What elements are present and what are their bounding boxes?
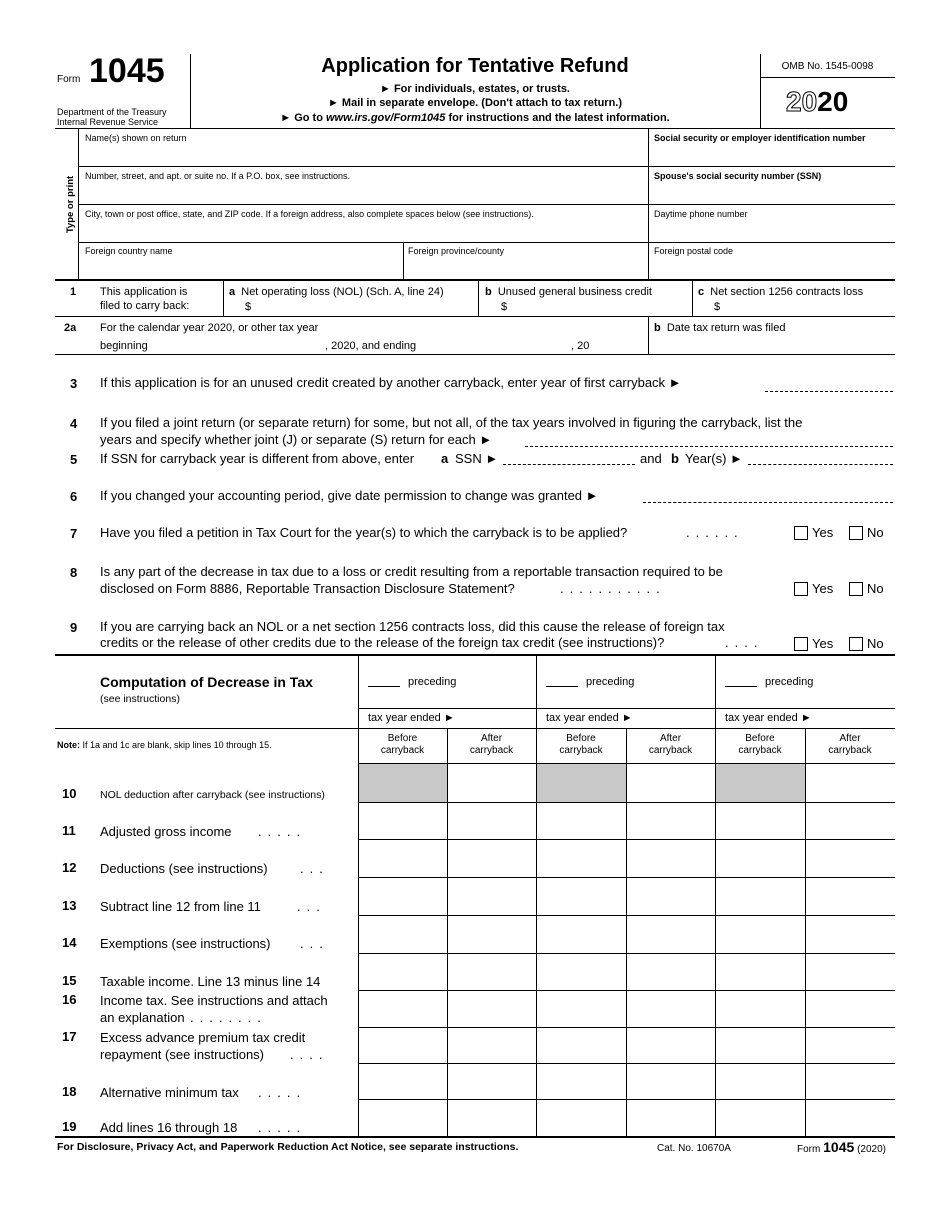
- after-carryback-label: After: [480, 733, 503, 744]
- col-rule: [403, 242, 404, 280]
- amount-cell[interactable]: [360, 955, 445, 988]
- amount-cell[interactable]: [449, 804, 534, 837]
- amount-cell[interactable]: [538, 917, 624, 951]
- row-rule: [78, 166, 895, 167]
- amount-cell[interactable]: [807, 765, 893, 800]
- line1-number: 1: [70, 286, 77, 298]
- footer-cat-number: Cat. No. 10670A: [657, 1143, 731, 1154]
- line2a-number: 2a: [64, 322, 77, 334]
- q7-yes-label: Yes: [812, 525, 834, 540]
- amount-cell[interactable]: [807, 1101, 893, 1134]
- amount-cell[interactable]: [628, 1065, 713, 1097]
- before-carryback-label: Before: [566, 733, 596, 744]
- computation-line-number: 14: [62, 935, 77, 950]
- computation-line-number: 10: [62, 786, 77, 801]
- amount-cell[interactable]: [807, 879, 893, 913]
- col-rule: [715, 654, 716, 1136]
- q4-text-line1: If you filed a joint return (or separate return) for some, but not all, of the tax years involved in figuring the carryback, list the: [100, 415, 803, 430]
- q9-number: 9: [70, 620, 78, 635]
- line1a-label: a Net operating loss (NOL) (Sch. A, line 24): [229, 286, 444, 298]
- line1b-amount-field[interactable]: [512, 298, 688, 314]
- leader-dots: .....: [258, 1120, 307, 1135]
- address-field[interactable]: [80, 184, 646, 202]
- line1a-dollar: $: [245, 301, 252, 313]
- omb-rule: [760, 77, 895, 78]
- phone-label: Daytime phone number: [654, 209, 748, 219]
- foreign-province-label: Foreign province/county: [408, 246, 505, 256]
- q5-a-letter: a: [441, 451, 449, 466]
- amount-cell[interactable]: [449, 1065, 534, 1097]
- computation-line-text: Alternative minimum tax: [100, 1085, 239, 1100]
- section-rule: [55, 279, 895, 281]
- amount-cell[interactable]: [807, 841, 893, 875]
- col-rule: [478, 281, 479, 316]
- q9-leader: ....: [725, 635, 764, 650]
- amount-cell[interactable]: [717, 992, 803, 1025]
- line2a-and-ending: , 2020, and ending: [325, 340, 417, 352]
- line1-text2: filed to carry back:: [100, 300, 190, 312]
- subtitle-2: ► Mail in separate envelope. (Don't attach to tax return.): [327, 97, 623, 109]
- col-rule: [447, 728, 448, 1136]
- line2a-comma20: , 20: [571, 340, 590, 352]
- form-number: 1045: [89, 52, 165, 90]
- line1b-dollar: $: [501, 301, 508, 313]
- q8-text-line2: disclosed on Form 8886, Reportable Transaction Disclosure Statement?: [100, 581, 515, 596]
- line2b-date-field[interactable]: [652, 336, 892, 352]
- amount-cell[interactable]: [628, 1101, 713, 1134]
- amount-cell[interactable]: [628, 1029, 713, 1061]
- amount-cell[interactable]: [628, 804, 713, 837]
- line1c-label: c Net section 1256 contracts loss: [698, 286, 864, 298]
- address-label: Number, street, and apt. or suite no. If a P.O. box, see instructions.: [85, 171, 350, 181]
- q6-number: 6: [70, 489, 78, 504]
- col-rule: [648, 316, 649, 354]
- q8-no-label: No: [867, 581, 884, 596]
- name-label: Name(s) shown on return: [85, 133, 187, 143]
- preceding-year-blank[interactable]: [546, 686, 578, 687]
- computation-line-text: Deductions (see instructions): [100, 861, 268, 876]
- tax-year-ended-label: tax year ended ►: [368, 712, 455, 724]
- preceding-label: preceding: [765, 676, 814, 688]
- dept-line1: Department of the Treasury: [57, 107, 167, 117]
- col-rule: [692, 281, 693, 316]
- amount-cell[interactable]: [717, 1029, 803, 1061]
- q9-no-checkbox[interactable]: [849, 637, 863, 651]
- row-rule: [55, 316, 895, 317]
- computation-line-text: Subtract line 12 from line 11: [100, 899, 261, 914]
- subtitle-1: ► For individuals, estates, or trusts.: [380, 83, 570, 95]
- q4-answer-line[interactable]: [525, 446, 893, 447]
- preceding-label: preceding: [586, 676, 635, 688]
- col-rule: [648, 128, 649, 280]
- amount-cell[interactable]: [807, 992, 893, 1025]
- amount-cell[interactable]: [628, 841, 713, 875]
- amount-cell[interactable]: [538, 1101, 624, 1134]
- q8-leader: ...........: [560, 581, 666, 596]
- amount-cell[interactable]: [360, 1029, 445, 1061]
- q9-yes-checkbox[interactable]: [794, 637, 808, 651]
- computation-line-number: 11: [62, 823, 76, 838]
- q5-ssn-label: SSN ►: [455, 451, 499, 466]
- amount-cell[interactable]: [538, 804, 624, 837]
- shaded-cell: [716, 764, 805, 802]
- tax-year-ended-label: tax year ended ►: [546, 712, 633, 724]
- computation-line-number: 18: [62, 1084, 77, 1099]
- line1c-amount-field[interactable]: [725, 298, 893, 314]
- computation-line-number: 15: [62, 973, 77, 988]
- header-bottom-rule: [55, 128, 895, 129]
- computation-line-number: 19: [62, 1119, 77, 1134]
- amount-cell[interactable]: [717, 955, 803, 988]
- col-rule: [223, 281, 224, 316]
- amount-cell[interactable]: [538, 841, 624, 875]
- foreign-province-field[interactable]: [405, 259, 645, 277]
- q3-text: If this application is for an unused credit created by another carryback, enter year of first carryback ►: [100, 375, 682, 390]
- preceding-year-blank[interactable]: [725, 686, 757, 687]
- computation-line-text: Excess advance premium tax credit: [100, 1030, 306, 1045]
- row-rule: [78, 242, 895, 243]
- q5-and: and: [640, 451, 662, 466]
- computation-line-text: Add lines 16 through 18: [100, 1120, 238, 1135]
- amount-cell[interactable]: [449, 1029, 534, 1061]
- phone-field[interactable]: [650, 222, 894, 240]
- carryback-label: carryback: [380, 745, 425, 756]
- preceding-year-blank[interactable]: [368, 686, 400, 687]
- q3-number: 3: [70, 376, 78, 391]
- amount-cell[interactable]: [360, 992, 445, 1025]
- line2a-end-field[interactable]: [435, 336, 565, 352]
- q5-number: 5: [70, 452, 78, 467]
- computation-line-number: 17: [62, 1029, 77, 1044]
- q7-leader: ......: [686, 525, 744, 540]
- leader-dots: ...: [297, 899, 326, 914]
- q7-yes-checkbox[interactable]: [794, 526, 808, 540]
- q7-no-label: No: [867, 525, 884, 540]
- spouse-ssn-label: Spouse's social security number (SSN): [654, 171, 822, 181]
- carryback-label: carryback: [738, 745, 782, 756]
- section-rule: [55, 654, 895, 656]
- col-rule: [805, 728, 806, 1136]
- amount-cell[interactable]: [717, 1065, 803, 1097]
- computation-title: Computation of Decrease in Tax: [100, 674, 313, 690]
- amount-cell[interactable]: [628, 917, 713, 951]
- amount-cell[interactable]: [449, 841, 534, 875]
- foreign-country-field[interactable]: [80, 259, 400, 277]
- preceding-label: preceding: [408, 676, 457, 688]
- amount-cell[interactable]: [360, 841, 445, 875]
- q9-yes-label: Yes: [812, 636, 834, 651]
- computation-line-text: Income tax. See instructions and attach: [100, 993, 328, 1008]
- carryback-label: carryback: [469, 745, 514, 756]
- q5-b-letter: b: [671, 451, 679, 466]
- amount-cell[interactable]: [717, 879, 803, 913]
- amount-cell[interactable]: [628, 955, 713, 988]
- computation-line-number: 12: [62, 860, 77, 875]
- footer-notice: For Disclosure, Privacy Act, and Paperwork Reduction Act Notice, see separate instructions.: [57, 1141, 519, 1153]
- computation-note: Note: If 1a and 1c are blank, skip lines 10 through 15.: [57, 740, 272, 750]
- before-carryback-label: Before: [745, 733, 775, 744]
- amount-cell[interactable]: [449, 955, 534, 988]
- computation-subtitle: (see instructions): [100, 693, 180, 705]
- foreign-country-label: Foreign country name: [85, 246, 173, 256]
- amount-cell[interactable]: [360, 804, 445, 837]
- leader-dots: ........: [190, 1010, 267, 1025]
- amount-cell[interactable]: [360, 1101, 445, 1134]
- line2a-begin-field[interactable]: [160, 336, 325, 352]
- q8-no-checkbox[interactable]: [849, 582, 863, 596]
- amount-cell[interactable]: [538, 1065, 624, 1097]
- header-rule: [358, 708, 895, 709]
- amount-cell[interactable]: [717, 1101, 803, 1134]
- line2b-label: b Date tax return was filed: [654, 322, 786, 334]
- amount-cell[interactable]: [807, 955, 893, 988]
- q4-number: 4: [70, 416, 78, 431]
- q4-text-line2: years and specify whether joint (J) or separate (S) return for each ►: [100, 432, 493, 447]
- amount-cell[interactable]: [628, 992, 713, 1025]
- leader-dots: .....: [258, 824, 307, 839]
- type-or-print-label: Type or print: [65, 175, 77, 234]
- col-rule: [626, 728, 627, 1136]
- footer-rule: [55, 1136, 895, 1138]
- col-rule: [358, 654, 359, 1136]
- carryback-label: carryback: [828, 745, 872, 756]
- amount-cell[interactable]: [360, 879, 445, 913]
- amount-cell[interactable]: [807, 1065, 893, 1097]
- row-rule: [55, 354, 895, 355]
- amount-cell[interactable]: [807, 917, 893, 951]
- q8-text-line1: Is any part of the decrease in tax due to a loss or credit resulting from a reportable transaction required to be: [100, 564, 723, 579]
- header-divider-left: [190, 54, 191, 128]
- leader-dots: ...: [300, 936, 329, 951]
- col-rule: [536, 654, 537, 1136]
- q7-number: 7: [70, 526, 78, 541]
- computation-line-text-2: an explanation: [100, 1010, 185, 1025]
- leader-dots: ....: [290, 1047, 329, 1062]
- amount-cell[interactable]: [717, 841, 803, 875]
- amount-cell[interactable]: [538, 1029, 624, 1061]
- line2a-beginning: beginning: [100, 340, 148, 352]
- carryback-label: carryback: [559, 745, 603, 756]
- amount-cell[interactable]: [628, 765, 713, 800]
- computation-line-text-2: repayment (see instructions): [100, 1047, 265, 1062]
- form-word: Form: [57, 74, 81, 85]
- computation-line-text: Exemptions (see instructions): [100, 936, 271, 951]
- amount-cell[interactable]: [360, 1065, 445, 1097]
- header-rule: [55, 728, 895, 729]
- line2a-text: For the calendar year 2020, or other tax year: [100, 322, 319, 334]
- computation-line-number: 16: [62, 992, 77, 1007]
- after-carryback-label: After: [839, 733, 861, 744]
- amount-cell[interactable]: [449, 1101, 534, 1134]
- q5-text: If SSN for carryback year is different from above, enter: [100, 451, 415, 466]
- q5-ssn-line[interactable]: [503, 464, 635, 465]
- computation-line-number: 13: [62, 898, 77, 913]
- line1a-amount-field[interactable]: [256, 298, 474, 314]
- name-field[interactable]: [80, 146, 646, 164]
- computation-line-text: Taxable income. Line 13 minus line 14: [100, 974, 321, 989]
- city-label: City, town or post office, state, and ZIP code. If a foreign address, also complete spaces below (see instructions).: [85, 209, 534, 219]
- amount-cell[interactable]: [717, 804, 803, 837]
- carryback-label: carryback: [648, 745, 693, 756]
- footer-form-id: Form 1045 (2020): [797, 1139, 886, 1155]
- q9-no-label: No: [867, 636, 884, 651]
- tax-year: 2020: [786, 86, 849, 117]
- line1b-label: b Unused general business credit: [485, 286, 652, 298]
- spouse-ssn-field[interactable]: [650, 184, 894, 202]
- computation-line-text: Adjusted gross income: [100, 824, 232, 839]
- foreign-postal-label: Foreign postal code: [654, 246, 734, 256]
- shaded-cell: [359, 764, 447, 802]
- line1c-dollar: $: [714, 301, 721, 313]
- q8-number: 8: [70, 565, 78, 580]
- amount-cell[interactable]: [538, 955, 624, 988]
- amount-cell[interactable]: [449, 992, 534, 1025]
- amount-cell[interactable]: [538, 992, 624, 1025]
- amount-cell[interactable]: [628, 879, 713, 913]
- q6-text: If you changed your accounting period, give date permission to change was granted ►: [100, 488, 599, 503]
- amount-cell[interactable]: [449, 917, 534, 951]
- q9-text-line1: If you are carrying back an NOL or a net section 1256 contracts loss, did this cause the release of foreign tax: [100, 619, 725, 634]
- q9-text-line2: credits or the release of other credits due to the release of the foreign tax credit (see instructions)?: [100, 635, 665, 650]
- computation-line-text: NOL deduction after carryback (see instructions): [100, 789, 325, 801]
- foreign-postal-field[interactable]: [650, 259, 894, 277]
- leader-dots: ...: [300, 861, 329, 876]
- omb-number: OMB No. 1545-0098: [781, 61, 874, 72]
- form-title: Application for Tentative Refund: [321, 55, 629, 77]
- q6-answer-line[interactable]: [643, 502, 893, 503]
- ssn-field[interactable]: [650, 146, 894, 164]
- tax-year-ended-label: tax year ended ►: [725, 712, 812, 724]
- line1-text1: This application is: [100, 286, 188, 298]
- amount-cell[interactable]: [449, 765, 534, 800]
- amount-cell[interactable]: [449, 879, 534, 913]
- q3-answer-line[interactable]: [765, 391, 893, 392]
- city-field[interactable]: [80, 222, 646, 240]
- amount-cell[interactable]: [717, 917, 803, 951]
- subtitle-3: ► Go to www.irs.gov/Form1045 for instructions and the latest information.: [280, 112, 670, 124]
- dept-line2: Internal Revenue Service: [57, 117, 159, 127]
- amount-cell[interactable]: [538, 879, 624, 913]
- shaded-cell: [537, 764, 626, 802]
- leader-dots: .....: [258, 1085, 307, 1100]
- q5-years-label: Year(s) ►: [685, 451, 743, 466]
- row-rule: [78, 204, 895, 205]
- before-carryback-label: Before: [387, 733, 418, 744]
- q7-text: Have you filed a petition in Tax Court for the year(s) to which the carryback is to be applied?: [100, 525, 628, 540]
- q7-no-checkbox[interactable]: [849, 526, 863, 540]
- q8-yes-label: Yes: [812, 581, 834, 596]
- amount-cell[interactable]: [360, 917, 445, 951]
- amount-cell[interactable]: [807, 804, 893, 837]
- irs-url-link[interactable]: www.irs.gov/Form1045: [326, 112, 446, 124]
- q5-years-line[interactable]: [748, 464, 893, 465]
- after-carryback-label: After: [659, 733, 682, 744]
- amount-cell[interactable]: [807, 1029, 893, 1061]
- q8-yes-checkbox[interactable]: [794, 582, 808, 596]
- ssn-label: Social security or employer identification number: [654, 133, 866, 143]
